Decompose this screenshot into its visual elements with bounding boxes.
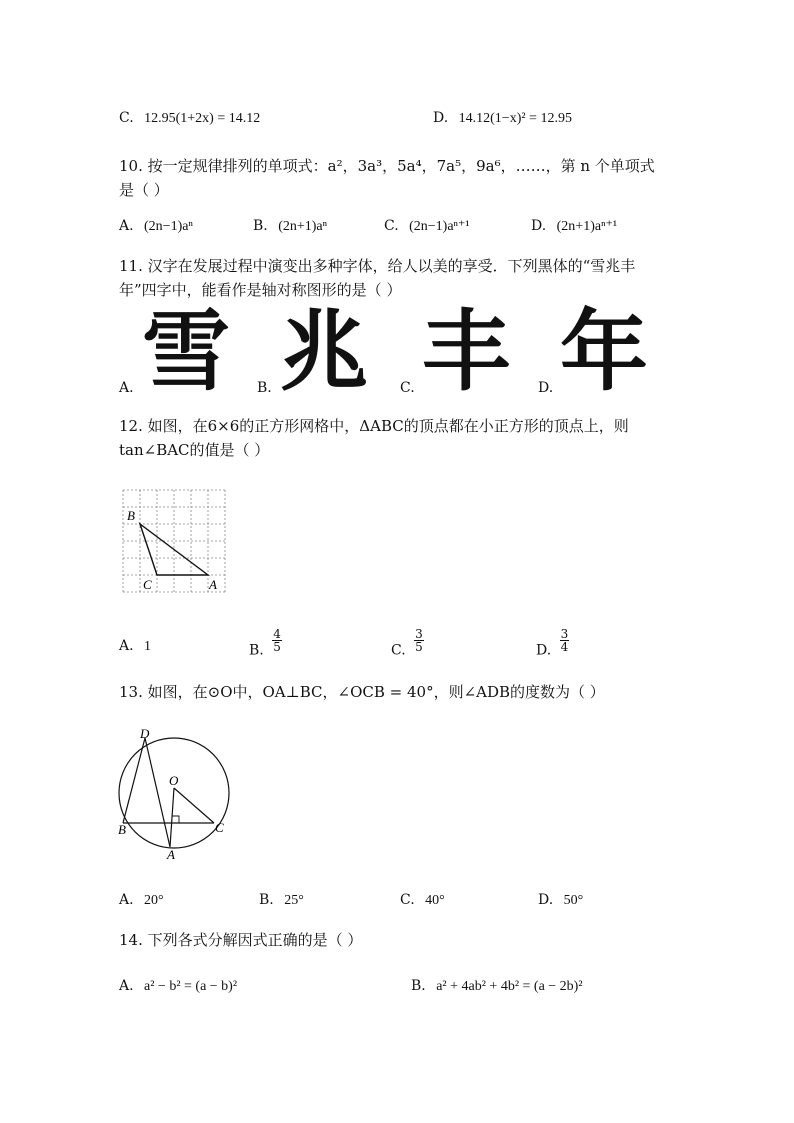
q11-option-c-char: 丰: [422, 300, 511, 403]
q11-option-b-label: B.: [257, 380, 272, 396]
q12-label-c: C: [143, 577, 152, 592]
q11-option-c-label: C.: [400, 380, 415, 396]
q12-option-b-fraction: $\frac{4}{5}$: [273, 627, 281, 654]
q10-option-a: A. (2n−1)aⁿ: [119, 218, 193, 234]
q13-segment-oc: [174, 788, 214, 823]
q13-segment-db: [123, 738, 145, 823]
q10-option-c: C. (2n−1)aⁿ⁺¹: [384, 218, 470, 234]
q11-option-a-label: A.: [119, 380, 134, 396]
q13-circle-figure: [112, 724, 232, 864]
q10-option-d: D. (2n+1)aⁿ⁺¹: [531, 218, 618, 234]
q13-right-angle-mark: [172, 816, 179, 823]
q12-label-b: B: [127, 508, 135, 523]
q12-stem-line2: tan∠BAC的值是（ ）: [119, 441, 270, 459]
q14-option-b: B. a² + 4ab² + 4b² = (a − 2b)²: [411, 978, 583, 994]
q13-option-c: C. 40°: [400, 892, 445, 908]
q13-option-a: A. 20°: [119, 892, 164, 908]
q13-label-b: B: [118, 822, 126, 837]
q13-segment-da: [145, 738, 170, 847]
q10-stem-line2: 是（ ）: [119, 181, 169, 199]
q11-stem-line1: 11. 汉字在发展过程中演变出多种字体，给人以美的享受．下列黑体的“雪兆丰: [119, 257, 636, 275]
q11-option-a-char: 雪: [142, 300, 231, 403]
q12-option-c-fraction: $\frac{3}{5}$: [415, 627, 423, 654]
q14-stem: 14. 下列各式分解因式正确的是（ ）: [119, 931, 363, 949]
q13-option-b: B. 25°: [259, 892, 304, 908]
q10-option-b: B. (2n+1)aⁿ: [253, 218, 328, 234]
q11-option-b-char: 兆: [280, 300, 369, 403]
q12-option-c: C. $\frac{3}{5}$: [391, 627, 423, 659]
q11-stem-line2: 年”四字中，能看作是轴对称图形的是（ ）: [119, 281, 402, 299]
q11-option-d-char: 年: [560, 300, 649, 403]
q13-stem: 13. 如图，在⊙O中，OA⊥BC，∠OCB = 40°，则∠ADB的度数为（ ）: [119, 683, 605, 701]
q12-option-d: D. $\frac{3}{4}$: [536, 627, 569, 659]
q9-option-c-expr: 12.95(1+2x) = 14.12: [144, 111, 261, 126]
q13-label-d: D: [140, 726, 150, 741]
q12-grid-figure: [116, 486, 232, 598]
q9-option-d: D. 14.12(1−x)² = 12.95: [433, 110, 572, 126]
q13-label-o: O: [169, 773, 179, 788]
q13-option-d: D. 50°: [538, 892, 584, 908]
q12-option-b: B. $\frac{4}{5}$: [249, 627, 281, 659]
q12-stem-line1: 12. 如图，在6×6的正方形网格中，ΔABC的顶点都在小正方形的顶点上，则: [119, 417, 629, 435]
q10-stem-line1: 10. 按一定规律排列的单项式：a²，3a³，5a⁴，7a⁵，9a⁶，……，第 n 个单项式: [119, 157, 655, 175]
q12-option-d-fraction: $\frac{3}{4}$: [560, 627, 569, 654]
q14-option-a: A. a² − b² = (a − b)²: [119, 978, 238, 994]
q13-segment-oa: [170, 788, 174, 847]
q9-option-d-expr: 14.12(1−x)² = 12.95: [458, 111, 572, 126]
q13-label-a: A: [167, 847, 175, 862]
q11-option-d-label: D.: [538, 380, 554, 396]
q13-label-c: C: [215, 820, 224, 835]
q12-option-a: A. 1: [119, 638, 152, 654]
q12-label-a: A: [209, 577, 217, 592]
q9-option-c: C. 12.95(1+2x) = 14.12: [119, 110, 261, 126]
